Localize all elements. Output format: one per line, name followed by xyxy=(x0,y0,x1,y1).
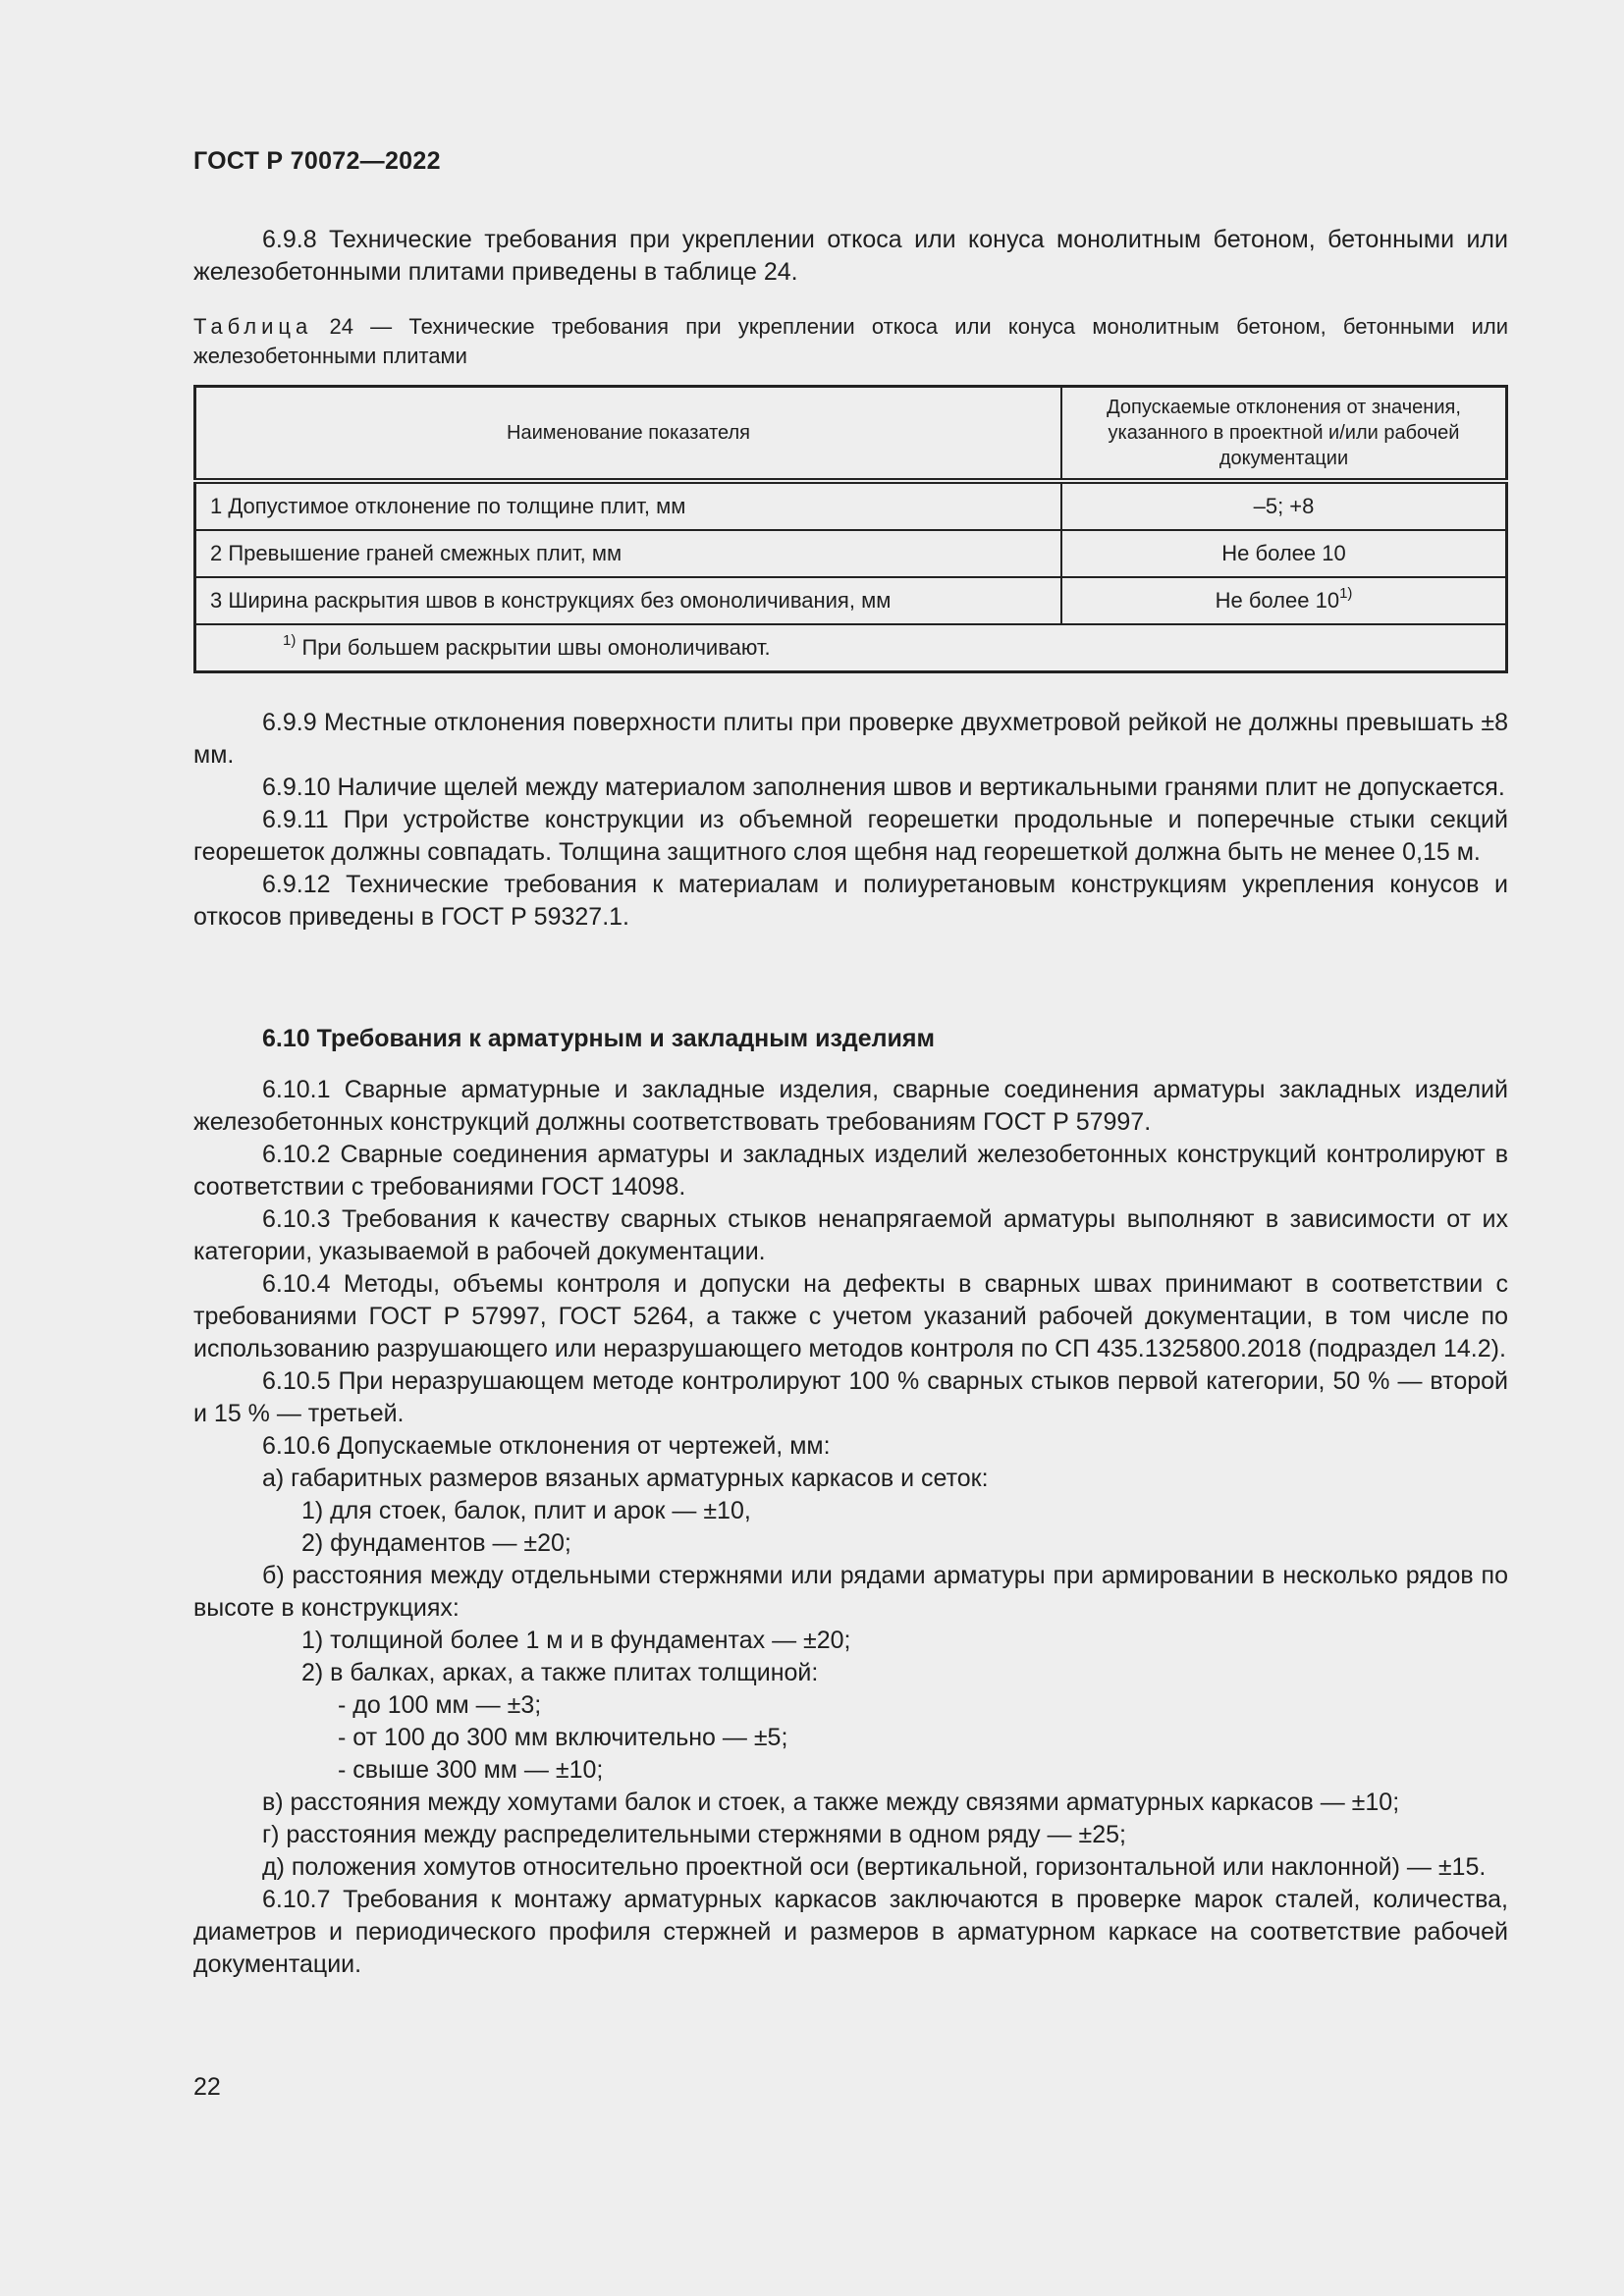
table-cell-value-with-footnote xyxy=(1061,577,1507,624)
page-number: 22 xyxy=(193,2073,221,2101)
table-row xyxy=(195,530,1507,577)
table-cell-value: –5; +8 xyxy=(1061,481,1507,530)
list-item-b2-iii: - свыше 300 мм — ±10; xyxy=(338,1756,604,1784)
list-item-g: г) расстояния между распределительными стержнями в одном ряду — ±25; xyxy=(262,1821,1126,1848)
table-24 xyxy=(193,385,1508,673)
footnote-mark: 1) xyxy=(283,631,297,649)
table-row xyxy=(195,577,1507,624)
table-cell-value: Не более 10 xyxy=(1215,588,1340,613)
paragraph-6-9-10: 6.9.10 Наличие щелей между материалом заполнения швов и вертикальными гранями плит не допускается. xyxy=(262,774,1505,801)
paragraph-6-9-8 xyxy=(193,224,1508,289)
list-item-b: б) расстояния между отдельными стержнями или рядами арматуры при армировании в несколько рядов по высоте в конструкциях: xyxy=(193,1562,1508,1622)
table-footnote-row xyxy=(195,624,1507,672)
column-header-deviation: Допускаемые отклонения от значения, указанного в проектной и/или рабочей документации xyxy=(1061,387,1507,482)
paragraph-6-10-1: 6.10.1 Сварные арматурные и закладные изделия, сварные соединения арматуры закладных изделий железобетонных конструкций должны соответствовать требованиям ГОСТ Р 57997. xyxy=(193,1076,1508,1136)
paragraphs-6-9-9-to-6-9-12 xyxy=(193,707,1508,934)
table-footnote xyxy=(195,624,1507,672)
paragraph-text: 6.9.8 Технические требования при укреплении откоса или конуса монолитным бетоном, бетонными или железобетонными плитами приведены в таблице 24. xyxy=(193,226,1508,286)
paragraphs-6-10 xyxy=(193,1074,1508,1981)
document-header-code: ГОСТ Р 70072—2022 xyxy=(193,147,441,175)
column-header-indicator: Наименование показателя xyxy=(195,387,1062,482)
paragraph-6-10-7: 6.10.7 Требования к монтажу арматурных каркасов заключаются в проверке марок сталей, количества, диаметров и периодического профиля стержней и размеров в арматурном каркасе на соответствие рабочей документации. xyxy=(193,1886,1508,1978)
list-item-b1: 1) толщиной более 1 м и в фундаментах — ±20; xyxy=(301,1627,851,1654)
section-title-6-10: 6.10 Требования к арматурным и закладным изделиям xyxy=(262,1025,935,1052)
paragraph-6-9-9: 6.9.9 Местные отклонения поверхности плиты при проверке двухметровой рейкой не должны превышать ±8 мм. xyxy=(193,709,1508,769)
table-cell-name: 1 Допустимое отклонение по толщине плит, мм xyxy=(195,481,1062,530)
list-item-b2: 2) в балках, арках, а также плитах толщиной: xyxy=(301,1659,819,1686)
paragraph-6-10-2: 6.10.2 Сварные соединения арматуры и закладных изделий железобетонных конструкций контролируют в соответствии с требованиями ГОСТ 14098. xyxy=(193,1141,1508,1201)
paragraph-6-9-11: 6.9.11 При устройстве конструкции из объемной георешетки продольные и поперечные стыки секций георешеток должны совпадать. Толщина защитного слоя щебня над георешеткой должна быть не менее 0,15 м. xyxy=(193,806,1508,866)
list-item-a: а) габаритных размеров вязаных арматурных каркасов и сеток: xyxy=(262,1465,989,1492)
list-item-d: д) положения хомутов относительно проектной оси (вертикальной, горизонтальной или наклонной) — ±15. xyxy=(262,1853,1487,1881)
paragraph-6-9-12: 6.9.12 Технические требования к материалам и полиуретановым конструкциям укрепления конусов и откосов приведены в ГОСТ Р 59327.1. xyxy=(193,871,1508,931)
table-cell-name: 2 Превышение граней смежных плит, мм xyxy=(195,530,1062,577)
list-item-a1: 1) для стоек, балок, плит и арок — ±10, xyxy=(301,1497,751,1524)
table-cell-value: Не более 10 xyxy=(1061,530,1507,577)
footnote-ref: 1) xyxy=(1339,584,1353,602)
paragraph-6-10-5: 6.10.5 При неразрушающем методе контролируют 100 % сварных стыков первой категории, 50 % — второй и 15 % — третьей. xyxy=(193,1367,1508,1427)
table-row xyxy=(195,481,1507,530)
table-cell-name: 3 Ширина раскрытия швов в конструкциях без омоноличивания, мм xyxy=(195,577,1062,624)
table-24-caption xyxy=(193,312,1508,371)
paragraph-6-10-4: 6.10.4 Методы, объемы контроля и допуски на дефекты в сварных швах принимают в соответствии с требованиями ГОСТ Р 57997, ГОСТ 5264, а также с учетом указаний рабочей документации, в том числе по использованию разрушающего или неразрушающего методов контроля по СП 435.1325800.2018 (подраздел 14.2). xyxy=(193,1270,1508,1362)
paragraph-6-10-6: 6.10.6 Допускаемые отклонения от чертежей, мм: xyxy=(262,1432,831,1460)
paragraph-6-10-3: 6.10.3 Требования к качеству сварных стыков ненапрягаемой арматуры выполняют в зависимости от их категории, указываемой в рабочей документации. xyxy=(193,1205,1508,1265)
list-item-b2-ii: - от 100 до 300 мм включительно — ±5; xyxy=(338,1724,788,1751)
list-item-b2-i: - до 100 мм — ±3; xyxy=(338,1691,542,1719)
table-caption-word: Таблица xyxy=(193,314,313,339)
list-item-a2: 2) фундаментов — ±20; xyxy=(301,1529,571,1557)
list-item-v: в) расстояния между хомутами балок и стоек, а также между связями арматурных каркасов — ±10; xyxy=(262,1789,1400,1816)
table-header-row xyxy=(195,387,1507,482)
table-caption-text: 24 — Технические требования при укреплении откоса или конуса монолитным бетоном, бетонными или железобетонными плитами xyxy=(193,314,1508,368)
footnote-text: При большем раскрытии швы омоноличивают. xyxy=(296,635,771,660)
